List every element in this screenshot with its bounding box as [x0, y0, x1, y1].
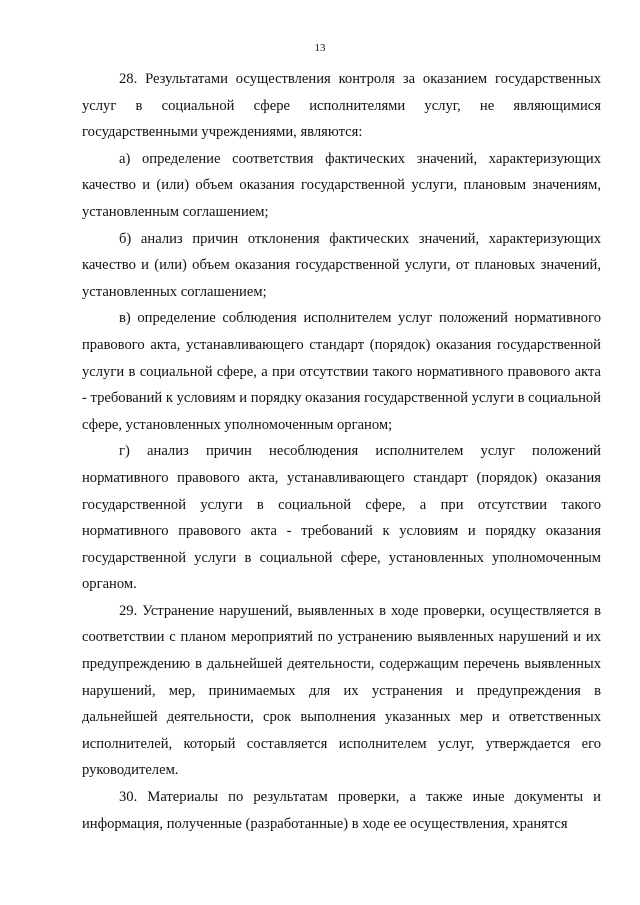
page-number: 13 — [314, 42, 326, 54]
item-a: а) определение соответствия фактических значений, характеризующих качество и (или) объем оказания государственной услуги, плановым значениям, установленным соглашением; — [82, 150, 601, 220]
document-body — [82, 66, 601, 837]
paragraph-28: 28. Результатами осуществления контроля за оказанием государственных услуг в социальной сфере исполнителями услуг, не являющимися государственными учреждениями, являются: — [82, 71, 601, 141]
paragraph-30: 30. Материалы по результатам проверки, а также иные документы и информация, полученные (разработанные) в ходе ее осуществления, хранятся — [82, 789, 601, 832]
item-b: б) анализ причин отклонения фактических значений, характеризующих качество и (или) объем оказания государственной услуги, от плановых значений, установленных соглашением; — [82, 230, 601, 300]
item-v: в) определение соблюдения исполнителем услуг положений нормативного правового акта, устанавливающего стандарт (порядок) оказания государственной услуги в социальной сфере, а при отсутствии такого нормативного правового акта - требований к условиям и порядку оказания государственной услуги в социальной сфере, установленных уполномоченным органом; — [82, 310, 601, 433]
paragraph-29: 29. Устранение нарушений, выявленных в ходе проверки, осуществляется в соответствии с планом мероприятий по устранению выявленных нарушений и их предупреждению в дальнейшей деятельности, содержащим перечень выявленных нарушений, мер, принимаемых для их устранения и предупреждения в дальнейшей деятельности, срок выполнения указанных мер и ответственных исполнителей, который составляется исполнителем услуг, утверждается его руководителем. — [82, 602, 601, 779]
item-g: г) анализ причин несоблюдения исполнителем услуг положений нормативного правового акта, устанавливающего стандарт (порядок) оказания государственной услуги в социальной сфере, а при отсутствии такого нормативного правового акта - требований к условиям и порядку оказания государственной услуги в социальной сфере, установленных уполномоченным органом. — [82, 443, 601, 593]
